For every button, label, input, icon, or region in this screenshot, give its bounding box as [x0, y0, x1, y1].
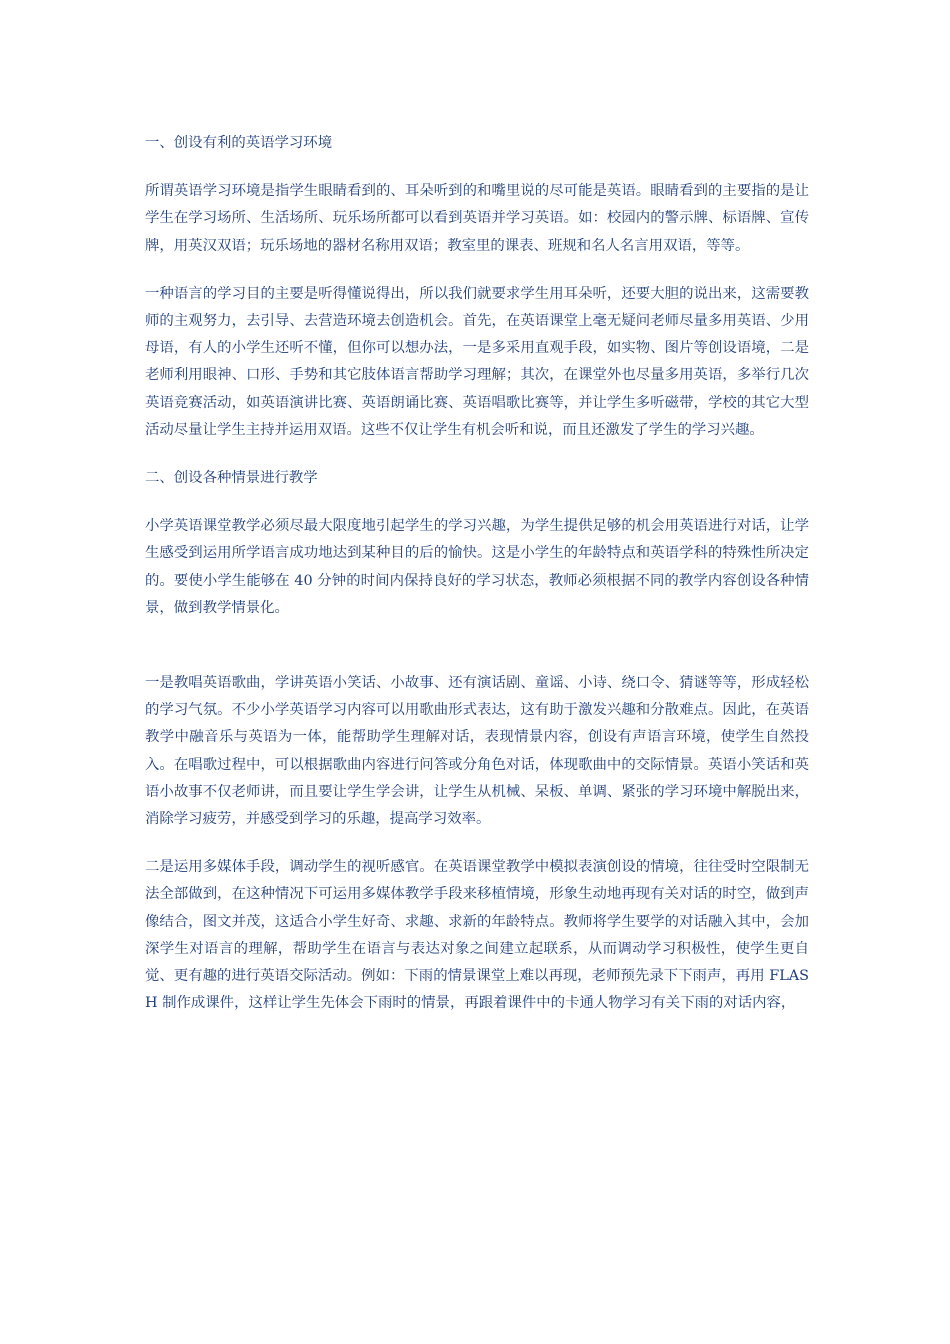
- document-body: [145, 130, 809, 1038]
- paragraph-situational-teaching: 小学英语课堂教学必须尽最大限度地引起学生的学习兴趣，为学生提供足够的机会用英语进行对话，让学生感受到运用所学语言成功地达到某种目的后的愉快。这是小学生的年龄特点和英语学科的特殊性所决定的。要使小学生能够在 40 分钟的时间内保持良好的学习状态，教师必须根据不同的教学内容创设各种情景，做到教学情景化。: [145, 518, 809, 616]
- paragraph-environment-definition: 所谓英语学习环境是指学生眼睛看到的、耳朵听到的和嘴里说的尽可能是英语。眼睛看到的主要指的是让学生在学习场所、生活场所、玩乐场所都可以看到英语并学习英语。如：校园内的警示牌、标语牌、宣传牌，用英汉双语；玩乐场地的器材名称用双语；教室里的课表、班规和名人名言用双语，等等。: [145, 183, 809, 254]
- section-heading-2: 二、创设各种情景进行教学: [145, 470, 318, 487]
- paragraph-multimedia: 二是运用多媒体手段，调动学生的视听感官。在英语课堂教学中模拟表演创设的情境，往往受时空限制无法全部做到，在这种情况下可运用多媒体教学手段来移植情境，形象生动地再现有关对话的时空，做到声像结合，图文并茂，这适合小学生好奇、求趣、求新的年龄特点。教师将学生要学的对话融入其中，会加深学生对语言的理解，帮助学生在语言与表达对象之间建立起联系，从而调动学习积极性，使学生更自觉、更有趣的进行英语交际活动。例如：下雨的情景课堂上难以再现，老师预先录下下雨声，再用 FLASH 制作成课件，这样让学生先体会下雨时的情景，再跟着课件中的卡通人物学习有关下雨的对话内容，: [145, 859, 809, 1012]
- paragraph-listening-speaking: 一种语言的学习目的主要是听得懂说得出，所以我们就要求学生用耳朵听，还要大胆的说出来，这需要教师的主观努力，去引导、去营造环境去创造机会。首先，在英语课堂上毫无疑问老师尽量多用英语、少用母语，有人的小学生还听不懂，但你可以想办法，一是多采用直观手段，如实物、图片等创设语境，二是老师利用眼神、口形、手势和其它肢体语言帮助学习理解；其次，在课堂外也尽量多用英语，多举行几次英语竞赛活动，如英语演讲比赛、英语朗诵比赛、英语唱歌比赛等，并让学生多听磁带，学校的其它大型活动尽量让学生主持并运用双语。这些不仅让学生有机会听和说，而且还激发了学生的学习兴趣。: [145, 285, 809, 438]
- section-heading-1: 一、创设有利的英语学习环境: [145, 135, 333, 151]
- paragraph-songs-and-stories: 一是教唱英语歌曲，学讲英语小笑话、小故事、还有演话剧、童谣、小诗、绕口令、猜谜等等，形成轻松的学习气氛。不少小学英语学习内容可以用歌曲形式表达，这有助于激发兴趣和分散难点。因此，在英语教学中融音乐与英语为一体，能帮助学生理解对话，表现情景内容，创设有声语言环境，使学生自然投入。在唱歌过程中，可以根据歌曲内容进行问答或分角色对话，体现歌曲中的交际情景。英语小笑话和英语小故事不仅老师讲，而且要让学生学会讲，让学生从机械、呆板、单调、紧张的学习环境中解脱出来，消除学习疲劳，并感受到学习的乐趣，提高学习效率。: [145, 675, 809, 828]
